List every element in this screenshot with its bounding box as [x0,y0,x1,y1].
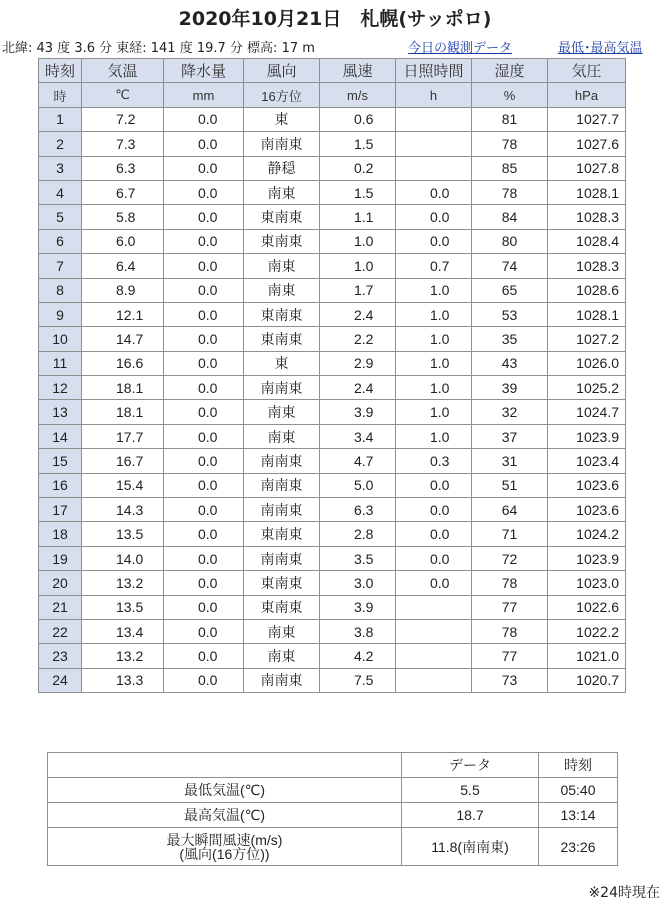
summary-label-line1: 最大瞬間風速(m/s) [166,831,283,848]
unit-wind-speed: m/s [320,83,396,107]
cell-precipitation: 0.0 [164,107,244,131]
cell-wind-speed: 2.4 [320,302,396,326]
cell-temperature: 16.6 [82,351,164,375]
cell-wind-speed: 2.8 [320,522,396,546]
cell-precipitation: 0.0 [164,327,244,351]
cell-humidity: 77 [472,644,548,668]
cell-wind-direction: 南南東 [244,132,320,156]
cell-pressure: 1024.2 [548,522,626,546]
cell-humidity: 32 [472,400,548,424]
cell-wind-speed: 3.9 [320,400,396,424]
cell-wind-direction: 東南東 [244,205,320,229]
cell-precipitation: 0.0 [164,302,244,326]
cell-humidity: 64 [472,498,548,522]
table-row [39,595,626,619]
summary-header-data: データ [402,753,539,778]
cell-temperature: 14.0 [82,546,164,570]
cell-wind-direction: 東南東 [244,302,320,326]
cell-hour: 2 [39,132,82,156]
cell-hour: 3 [39,156,82,180]
cell-humidity: 35 [472,327,548,351]
unit-sunshine: h [396,83,472,107]
table-row [39,473,626,497]
cell-temperature: 18.1 [82,376,164,400]
cell-temperature: 14.3 [82,498,164,522]
cell-wind-direction: 南東 [244,254,320,278]
cell-wind-direction: 東 [244,351,320,375]
cell-humidity: 71 [472,522,548,546]
cell-temperature: 13.5 [82,595,164,619]
table-row [39,327,626,351]
unit-precipitation: mm [164,83,244,107]
cell-precipitation: 0.0 [164,132,244,156]
cell-wind-speed: 1.0 [320,229,396,253]
unit-wind-direction: 16方位 [244,83,320,107]
cell-wind-direction: 静穏 [244,156,320,180]
table-body [39,107,626,692]
cell-wind-speed: 1.5 [320,180,396,204]
cell-hour: 22 [39,619,82,643]
cell-wind-speed: 3.8 [320,619,396,643]
cell-pressure: 1028.1 [548,302,626,326]
table-row [39,351,626,375]
cell-sunshine: 1.0 [396,400,472,424]
summary-header-blank [48,753,402,778]
cell-hour: 5 [39,205,82,229]
cell-wind-speed: 4.2 [320,644,396,668]
summary-value: 5.5 [402,778,539,803]
summary-value: 11.8(南南東) [402,828,539,866]
cell-wind-speed: 1.5 [320,132,396,156]
cell-humidity: 81 [472,107,548,131]
summary-time: 13:14 [539,803,618,828]
cell-wind-direction: 南南東 [244,449,320,473]
table-units-row [39,83,626,107]
cell-temperature: 6.4 [82,254,164,278]
cell-hour: 12 [39,376,82,400]
cell-wind-direction: 南東 [244,619,320,643]
cell-hour: 4 [39,180,82,204]
cell-precipitation: 0.0 [164,400,244,424]
cell-temperature: 12.1 [82,302,164,326]
table-row [39,644,626,668]
header-wind-speed: 風速 [320,59,396,83]
cell-humidity: 73 [472,668,548,692]
table-row [39,498,626,522]
cell-humidity: 84 [472,205,548,229]
cell-temperature: 7.2 [82,107,164,131]
cell-wind-speed: 6.3 [320,498,396,522]
cell-temperature: 13.2 [82,571,164,595]
cell-wind-direction: 東南東 [244,595,320,619]
cell-wind-speed: 3.9 [320,595,396,619]
cell-wind-speed: 2.9 [320,351,396,375]
cell-wind-direction: 南南東 [244,546,320,570]
cell-hour: 7 [39,254,82,278]
cell-temperature: 15.4 [82,473,164,497]
cell-wind-direction: 東 [244,107,320,131]
cell-sunshine [396,107,472,131]
cell-pressure: 1027.2 [548,327,626,351]
header-precipitation: 降水量 [164,59,244,83]
cell-temperature: 7.3 [82,132,164,156]
unit-temperature: ℃ [82,83,164,107]
cell-sunshine [396,644,472,668]
cell-pressure: 1023.6 [548,498,626,522]
cell-hour: 8 [39,278,82,302]
cell-precipitation: 0.0 [164,571,244,595]
cell-sunshine: 1.0 [396,424,472,448]
cell-wind-speed: 5.0 [320,473,396,497]
cell-humidity: 65 [472,278,548,302]
cell-precipitation: 0.0 [164,351,244,375]
cell-sunshine: 1.0 [396,278,472,302]
cell-precipitation: 0.0 [164,424,244,448]
cell-wind-speed: 2.2 [320,327,396,351]
cell-wind-direction: 南南東 [244,376,320,400]
cell-humidity: 51 [472,473,548,497]
cell-pressure: 1023.9 [548,546,626,570]
table-row [39,254,626,278]
station-coordinates: 北緯: 43 度 3.6 分 東経: 141 度 19.7 分 標高: 17 m [2,41,315,56]
table-row [39,449,626,473]
cell-precipitation: 0.0 [164,376,244,400]
cell-hour: 15 [39,449,82,473]
cell-sunshine: 1.0 [396,376,472,400]
cell-humidity: 78 [472,619,548,643]
cell-pressure: 1028.6 [548,278,626,302]
cell-precipitation: 0.0 [164,595,244,619]
cell-wind-direction: 南東 [244,400,320,424]
cell-sunshine: 0.7 [396,254,472,278]
cell-pressure: 1027.7 [548,107,626,131]
cell-temperature: 8.9 [82,278,164,302]
cell-hour: 9 [39,302,82,326]
cell-sunshine: 1.0 [396,327,472,351]
cell-hour: 10 [39,327,82,351]
cell-sunshine [396,619,472,643]
table-row [39,132,626,156]
unit-humidity: % [472,83,548,107]
table-row [39,424,626,448]
cell-wind-direction: 南東 [244,278,320,302]
cell-sunshine: 0.0 [396,229,472,253]
cell-precipitation: 0.0 [164,522,244,546]
today-observation-link[interactable]: 今日の観測データ [408,41,513,56]
cell-pressure: 1028.3 [548,205,626,229]
cell-wind-speed: 1.1 [320,205,396,229]
summary-time: 23:26 [539,828,618,866]
hourly-observation-table [38,58,626,693]
cell-wind-speed: 3.0 [320,571,396,595]
cell-wind-direction: 東南東 [244,571,320,595]
cell-temperature: 6.7 [82,180,164,204]
cell-wind-direction: 南東 [244,180,320,204]
cell-pressure: 1028.1 [548,180,626,204]
summary-row-max-temp [48,803,618,828]
cell-hour: 14 [39,424,82,448]
cell-pressure: 1023.4 [548,449,626,473]
cell-humidity: 72 [472,546,548,570]
cell-temperature: 5.8 [82,205,164,229]
cell-hour: 11 [39,351,82,375]
station-info [2,37,668,56]
cell-wind-speed: 2.4 [320,376,396,400]
cell-humidity: 80 [472,229,548,253]
cell-wind-speed: 0.6 [320,107,396,131]
cell-humidity: 78 [472,132,548,156]
header-hour: 時刻 [39,59,82,83]
cell-temperature: 14.7 [82,327,164,351]
cell-temperature: 6.3 [82,156,164,180]
cell-wind-speed: 3.4 [320,424,396,448]
header-pressure: 気圧 [548,59,626,83]
header-sunshine: 日照時間 [396,59,472,83]
cell-sunshine [396,595,472,619]
cell-hour: 16 [39,473,82,497]
min-max-temperature-link[interactable]: 最低･最高気温 [558,41,643,56]
cell-wind-speed: 1.0 [320,254,396,278]
cell-temperature: 13.4 [82,619,164,643]
cell-sunshine [396,132,472,156]
header-temperature: 気温 [82,59,164,83]
cell-precipitation: 0.0 [164,254,244,278]
cell-precipitation: 0.0 [164,644,244,668]
header-wind-direction: 風向 [244,59,320,83]
table-row [39,571,626,595]
table-row [39,107,626,131]
daily-summary-table [47,752,618,866]
cell-hour: 23 [39,644,82,668]
cell-hour: 18 [39,522,82,546]
cell-wind-direction: 南南東 [244,473,320,497]
cell-precipitation: 0.0 [164,473,244,497]
table-header-row [39,59,626,83]
table-row [39,400,626,424]
summary-label-line2: (風向(16方位)) [179,845,270,862]
cell-precipitation: 0.0 [164,546,244,570]
table-row [39,302,626,326]
cell-humidity: 77 [472,595,548,619]
cell-precipitation: 0.0 [164,229,244,253]
cell-hour: 19 [39,546,82,570]
cell-sunshine: 0.0 [396,473,472,497]
cell-pressure: 1024.7 [548,400,626,424]
page-title: 2020年10月21日 札幌(サッポロ) [178,8,492,30]
summary-label: 最低気温(℃) [48,778,402,803]
summary-label [48,828,402,866]
cell-pressure: 1025.2 [548,376,626,400]
cell-wind-speed: 4.7 [320,449,396,473]
cell-precipitation: 0.0 [164,619,244,643]
cell-sunshine [396,668,472,692]
cell-pressure: 1022.6 [548,595,626,619]
summary-header-time: 時刻 [539,753,618,778]
cell-precipitation: 0.0 [164,205,244,229]
summary-header-row [48,753,618,778]
table-row [39,229,626,253]
cell-temperature: 6.0 [82,229,164,253]
table-row [39,522,626,546]
summary-row-min-temp [48,778,618,803]
cell-humidity: 74 [472,254,548,278]
cell-precipitation: 0.0 [164,498,244,522]
table-row [39,619,626,643]
cell-humidity: 43 [472,351,548,375]
cell-wind-speed: 7.5 [320,668,396,692]
cell-hour: 21 [39,595,82,619]
cell-humidity: 53 [472,302,548,326]
table-row [39,376,626,400]
table-row [39,156,626,180]
cell-precipitation: 0.0 [164,180,244,204]
cell-pressure: 1020.7 [548,668,626,692]
cell-wind-direction: 南東 [244,644,320,668]
cell-sunshine: 1.0 [396,302,472,326]
summary-value: 18.7 [402,803,539,828]
cell-sunshine: 0.0 [396,571,472,595]
cell-pressure: 1026.0 [548,351,626,375]
cell-pressure: 1028.3 [548,254,626,278]
cell-wind-direction: 東南東 [244,522,320,546]
cell-temperature: 13.5 [82,522,164,546]
cell-precipitation: 0.0 [164,156,244,180]
table-row [39,546,626,570]
header-humidity: 湿度 [472,59,548,83]
cell-wind-speed: 3.5 [320,546,396,570]
cell-wind-direction: 南南東 [244,668,320,692]
cell-hour: 1 [39,107,82,131]
unit-hour: 時 [39,83,82,107]
cell-pressure: 1027.8 [548,156,626,180]
cell-pressure: 1023.6 [548,473,626,497]
cell-temperature: 18.1 [82,400,164,424]
cell-wind-speed: 1.7 [320,278,396,302]
cell-pressure: 1021.0 [548,644,626,668]
cell-wind-direction: 東南東 [244,229,320,253]
footnote: ※24時現在 [588,885,660,901]
summary-row-max-gust [48,828,618,866]
summary-label: 最高気温(℃) [48,803,402,828]
cell-hour: 6 [39,229,82,253]
cell-temperature: 16.7 [82,449,164,473]
cell-humidity: 39 [472,376,548,400]
cell-sunshine: 0.0 [396,522,472,546]
table-row [39,668,626,692]
cell-sunshine: 0.0 [396,205,472,229]
cell-temperature: 17.7 [82,424,164,448]
cell-hour: 20 [39,571,82,595]
cell-precipitation: 0.0 [164,449,244,473]
cell-sunshine [396,156,472,180]
cell-sunshine: 0.0 [396,180,472,204]
unit-pressure: hPa [548,83,626,107]
cell-wind-speed: 0.2 [320,156,396,180]
cell-humidity: 31 [472,449,548,473]
cell-humidity: 78 [472,571,548,595]
cell-pressure: 1022.2 [548,619,626,643]
summary-time: 05:40 [539,778,618,803]
cell-humidity: 78 [472,180,548,204]
cell-sunshine: 1.0 [396,351,472,375]
cell-pressure: 1023.0 [548,571,626,595]
cell-humidity: 37 [472,424,548,448]
cell-hour: 24 [39,668,82,692]
cell-hour: 13 [39,400,82,424]
cell-precipitation: 0.0 [164,278,244,302]
table-row [39,205,626,229]
cell-temperature: 13.3 [82,668,164,692]
cell-sunshine: 0.0 [396,546,472,570]
cell-sunshine: 0.3 [396,449,472,473]
cell-humidity: 85 [472,156,548,180]
cell-pressure: 1027.6 [548,132,626,156]
cell-wind-direction: 南東 [244,424,320,448]
table-row [39,278,626,302]
cell-pressure: 1023.9 [548,424,626,448]
cell-hour: 17 [39,498,82,522]
cell-pressure: 1028.4 [548,229,626,253]
table-row [39,180,626,204]
cell-temperature: 13.2 [82,644,164,668]
cell-wind-direction: 南南東 [244,498,320,522]
cell-precipitation: 0.0 [164,668,244,692]
cell-wind-direction: 東南東 [244,327,320,351]
cell-sunshine: 0.0 [396,498,472,522]
